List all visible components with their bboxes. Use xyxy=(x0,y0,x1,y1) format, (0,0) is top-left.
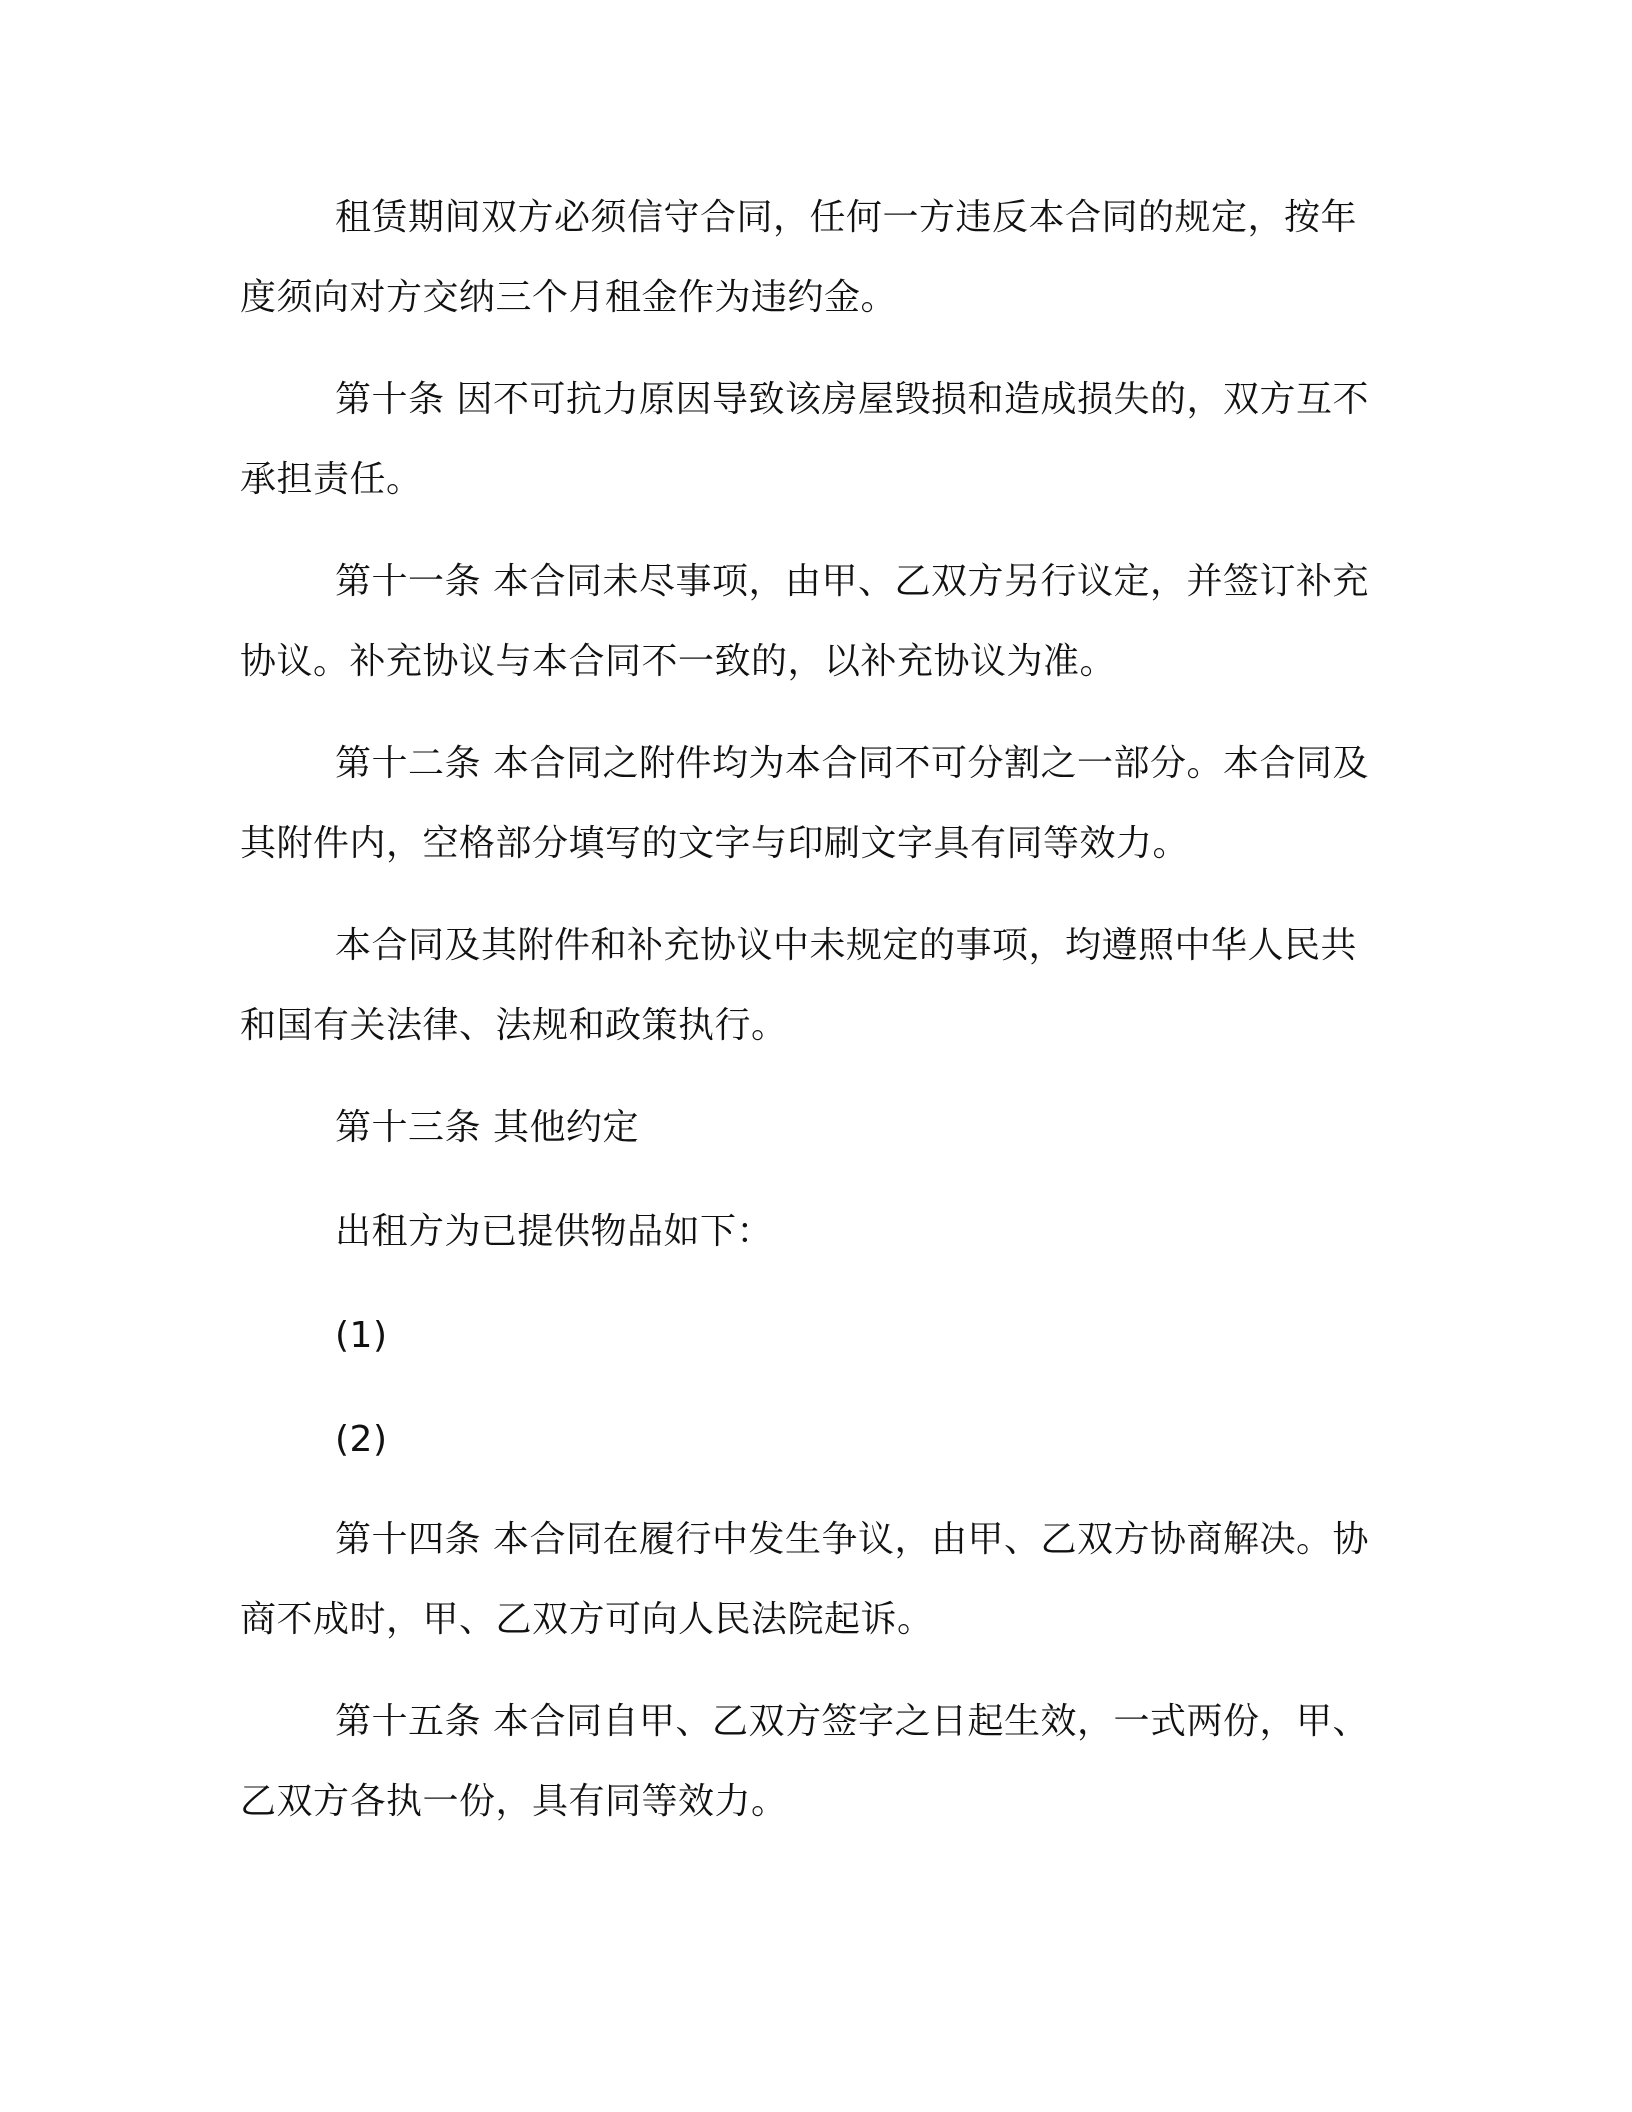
list-item-2: (2) xyxy=(335,1419,388,1460)
paragraph-penalty: 租赁期间双方必须信守合同，任何一方违反本合同的规定，按年度须向对方交纳三个月租金作为违约金。 xyxy=(240,197,1358,318)
paragraph-article-10: 第十条 因不可抗力原因导致该房屋毁损和造成损失的，双方互不承担责任。 xyxy=(240,379,1369,500)
paragraph-provided-items: 出租方为已提供物品如下： xyxy=(335,1211,774,1252)
paragraph-applicable-law: 本合同及其附件和补充协议中未规定的事项，均遵照中华人民共和国有关法律、法规和政策执行。 xyxy=(240,925,1358,1046)
paragraph-article-12: 第十二条 本合同之附件均为本合同不可分割之一部分。本合同及其附件内，空格部分填写的文字与印刷文字具有同等效力。 xyxy=(240,743,1369,864)
paragraph-article-15: 第十五条 本合同自甲、乙双方签字之日起生效，一式两份，甲、乙双方各执一份，具有同等效力。 xyxy=(240,1701,1369,1822)
list-item-1: (1) xyxy=(335,1315,388,1356)
paragraph-article-14: 第十四条 本合同在履行中发生争议，由甲、乙双方协商解决。协商不成时，甲、乙双方可向人民法院起诉。 xyxy=(240,1519,1369,1640)
paragraph-article-13: 第十三条 其他约定 xyxy=(335,1107,639,1148)
paragraph-article-11: 第十一条 本合同未尽事项，由甲、乙双方另行议定，并签订补充协议。补充协议与本合同不一致的，以补充协议为准。 xyxy=(240,561,1369,682)
